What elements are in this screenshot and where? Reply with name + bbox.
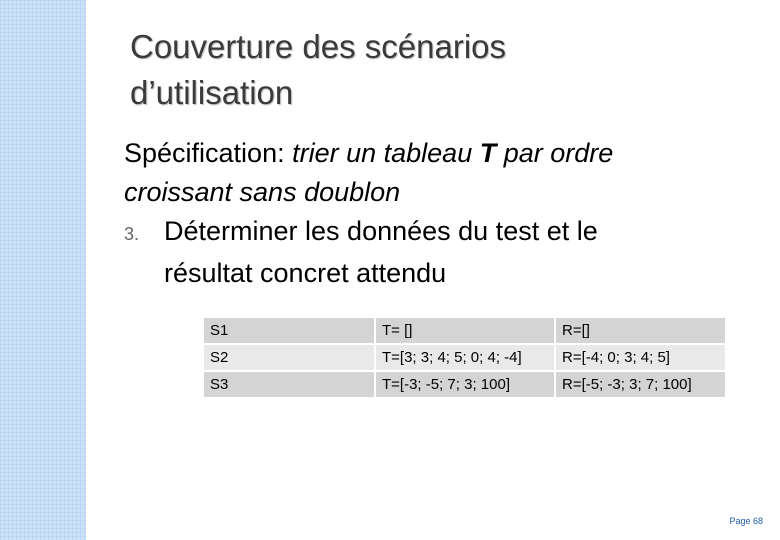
slide-title [130,24,750,116]
test-data-table [203,317,726,398]
spec-line-2: croissant sans doublon [124,177,401,207]
table-cell: R=[] [555,317,726,344]
table-cell: S3 [203,371,375,398]
title-line-1: Couverture des scénarios [130,28,507,65]
table-cell: R=[-5; -3; 3; 7; 100] [555,371,726,398]
spec-italic-1: trier un tableau [292,138,480,168]
table-cell: R=[-4; 0; 3; 4; 5] [555,344,726,371]
title-line-2: d’utilisation [130,74,294,111]
list-line-2: résultat concret attendu [164,258,447,288]
decorative-side-band [0,0,86,540]
spec-label: Spécification: [124,138,293,168]
list-item-3-continuation [124,254,764,293]
spec-italic-2: par ordre [496,138,614,168]
table-row [203,344,726,371]
page-number: Page 68 [729,516,763,526]
spec-bold-t: T [479,138,497,168]
list-number: 3. [124,224,140,244]
specification-line [124,134,764,173]
table-cell: T=[-3; -5; 7; 3; 100] [375,371,555,398]
table-cell: T= [] [375,317,555,344]
table-row [203,371,726,398]
table-cell: T=[3; 3; 4; 5; 0; 4; -4] [375,344,555,371]
list-item-3 [124,212,764,254]
list-line-1: Déterminer les données du test et le [164,216,598,246]
table-cell: S2 [203,344,375,371]
specification-line-2 [124,173,764,212]
slide-body [124,134,764,293]
table-cell: S1 [203,317,375,344]
table-row [203,317,726,344]
